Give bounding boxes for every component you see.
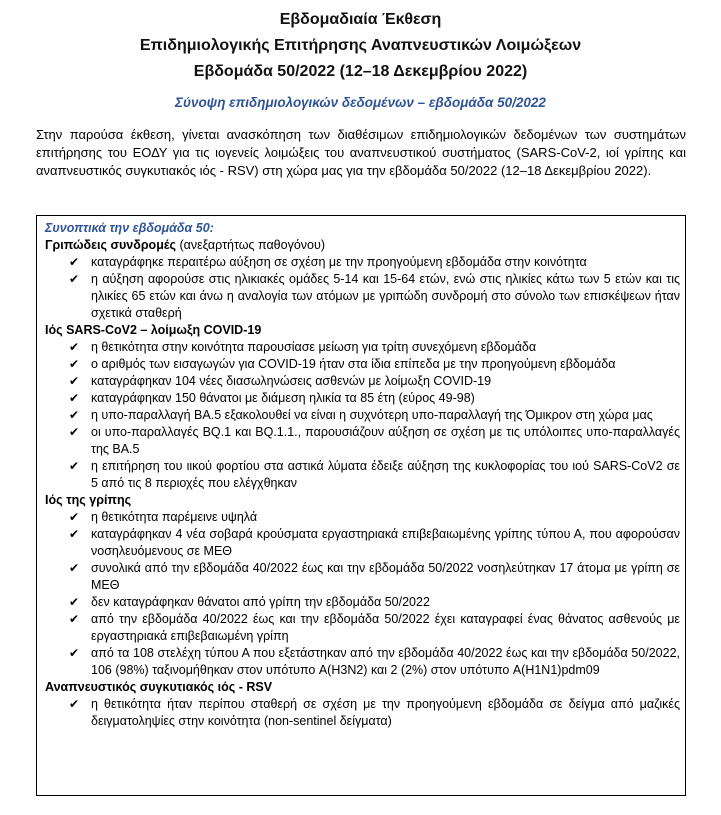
list-item [45,424,680,458]
check-mark-icon: ✔ [69,697,80,711]
list-item-text: καταγράφηκαν 4 νέα σοβαρά κρούσματα εργαστηριακά επιβεβαιωμένης γρίπης τύπου Α, που αφορούσαν νοσηλευόμενους σε ΜΕΘ [91,527,680,558]
list-item [45,339,680,356]
flu-like-heading-rest: (ανεξαρτήτως παθογόνου) [175,238,325,252]
title-line-1: Εβδομαδιαία Έκθεση [279,11,442,28]
summary-box [36,215,686,796]
list-item-text: η επιτήρηση του ιικού φορτίου στα αστικά λύματα έδειξε αύξηση της κυκλοφορίας του ιού SARS-CoV2 σε 5 από τις 8 περιοχές που ελέγχθηκαν [91,459,680,490]
list-item [45,373,680,390]
report-subtitle: Σύνοψη επιδημιολογικών δεδομένων – εβδομάδα 50/2022 [175,95,546,110]
list-item [45,271,680,322]
covid-list [45,339,680,492]
list-item-text: ο αριθμός των εισαγωγών για COVID-19 ήταν στα ίδια επίπεδα με την προηγούμενη εβδομάδα [91,357,616,371]
rsv-list [45,696,680,730]
list-item [45,458,680,492]
list-item-text: καταγράφηκαν 104 νέες διασωληνώσεις ασθενών με λοίμωξη COVID-19 [91,374,492,388]
list-item-text: οι υπο-παραλλαγές BQ.1 και BQ.1.1., παρουσιάζουν αύξηση σε σχέση με τις υπόλοιπες υπο-παραλλαγές της BA.5 [91,425,680,456]
list-item-text: από την εβδομάδα 40/2022 έως και την εβδομάδα 50/2022 έχει καταγραφεί ένας θάνατος ασθενούς με εργαστηριακά επιβεβαιωμένη γρίπη [91,612,680,643]
rsv-heading-text: Αναπνευστικός συγκυτιακός ιός - RSV [45,680,273,694]
list-item-text: η υπο-παραλλαγή BA.5 εξακολουθεί να είναι η συχνότερη υπο-παραλλαγή της Όμικρον στη χώρα μας [91,408,653,422]
list-item [45,594,680,611]
flu-like-heading [45,237,680,254]
report-title [0,7,721,85]
list-item-text: συνολικά από την εβδομάδα 40/2022 έως και την εβδομάδα 50/2022 νοσηλεύτηκαν 17 άτομα με γρίπη σε ΜΕΘ [91,561,680,592]
list-item-text: η θετικότητα στην κοινότητα παρουσίασε μείωση για τρίτη συνεχόμενη εβδομάδα [91,340,537,354]
check-mark-icon: ✔ [69,646,80,660]
influenza-list [45,509,680,679]
list-item-text: καταγράφηκαν 150 θάνατοι με διάμεση ηλικία τα 85 έτη (εύρος 49-98) [91,391,475,405]
list-item [45,526,680,560]
title-line-2: Επιδημιολογικής Επιτήρησης Αναπνευστικών Λοιμώξεων [139,37,582,54]
list-item [45,509,680,526]
summary-heading: Συνοπτικά την εβδομάδα 50: [45,221,214,235]
check-mark-icon: ✔ [69,459,80,473]
list-item-text: από τα 108 στελέχη τύπου Α που εξετάστηκαν από την εβδομάδα 40/2022 έως και την εβδομάδα 50/2022, 106 (98%) ταξινομήθηκαν στον υπότυπο A(H3N2) και 2 (2%) στον υπότυπο A(H1N1)pdm09 [91,646,680,677]
list-item [45,390,680,407]
check-mark-icon: ✔ [69,255,80,269]
title-line-3: Εβδομάδα 50/2022 (12–18 Δεκεμβρίου 2022) [193,63,528,80]
list-item [45,254,680,271]
check-mark-icon: ✔ [69,408,80,422]
flu-like-heading-bold: Γριπώδεις συνδρομές [45,238,176,252]
check-mark-icon: ✔ [69,527,80,541]
intro-paragraph: Στην παρούσα έκθεση, γίνεται ανασκόπηση των διαθέσιμων επιδημιολογικών δεδομένων των συστημάτων επιτήρησης του ΕΟΔΥ για τις ιογενείς λοιμώξεις του αναπνευστικού συστήματος (SARS-CoV-2, ιοί γρίπης και αναπνευστικός συγκυτιακός ιός - RSV) στη χώρα μας για την εβδομάδα 50/2022 (12–18 Δεκεμβρίου 2022). [36,127,686,178]
list-item-text: η αύξηση αφορούσε στις ηλικιακές ομάδες 5-14 και 15-64 ετών, ενώ στις ηλικίες κάτω των 5 ετών και τις ηλικίες 65 ετών και άνω η αναλογία των ατόμων με γριπώδη συνδρομή στο σύνολο των επισκέψεων ήταν σχετικά σταθερή [91,272,680,320]
check-mark-icon: ✔ [69,357,80,371]
list-item-text: καταγράφηκε περαιτέρω αύξηση σε σχέση με την προηγούμενη εβδομάδα στην κοινότητα [91,255,587,269]
check-mark-icon: ✔ [69,374,80,388]
covid-heading-text: Ιός SARS-CoV2 – λοίμωξη COVID-19 [45,323,262,337]
check-mark-icon: ✔ [69,425,80,439]
list-item [45,645,680,679]
flu-like-list [45,254,680,322]
list-item [45,407,680,424]
list-item [45,611,680,645]
check-mark-icon: ✔ [69,272,80,286]
list-item-text: δεν καταγράφηκαν θάνατοι από γρίπη την εβδομάδα 50/2022 [91,595,430,609]
check-mark-icon: ✔ [69,340,80,354]
check-mark-icon: ✔ [69,510,80,524]
list-item [45,356,680,373]
influenza-heading [45,492,680,509]
check-mark-icon: ✔ [69,595,80,609]
rsv-heading [45,679,680,696]
list-item [45,560,680,594]
check-mark-icon: ✔ [69,561,80,575]
covid-heading [45,322,680,339]
list-item-text: η θετικότητα ήταν περίπου σταθερή σε σχέση με την προηγούμενη εβδομάδα σε δείγμα από μαζικές δειγματοληψίες στην κοινότητα (non-sentinel δείγματα) [91,697,680,728]
list-item-text: η θετικότητα παρέμεινε υψηλά [91,510,258,524]
check-mark-icon: ✔ [69,391,80,405]
influenza-heading-text: Ιός της γρίπης [45,493,132,507]
list-item [45,696,680,730]
check-mark-icon: ✔ [69,612,80,626]
